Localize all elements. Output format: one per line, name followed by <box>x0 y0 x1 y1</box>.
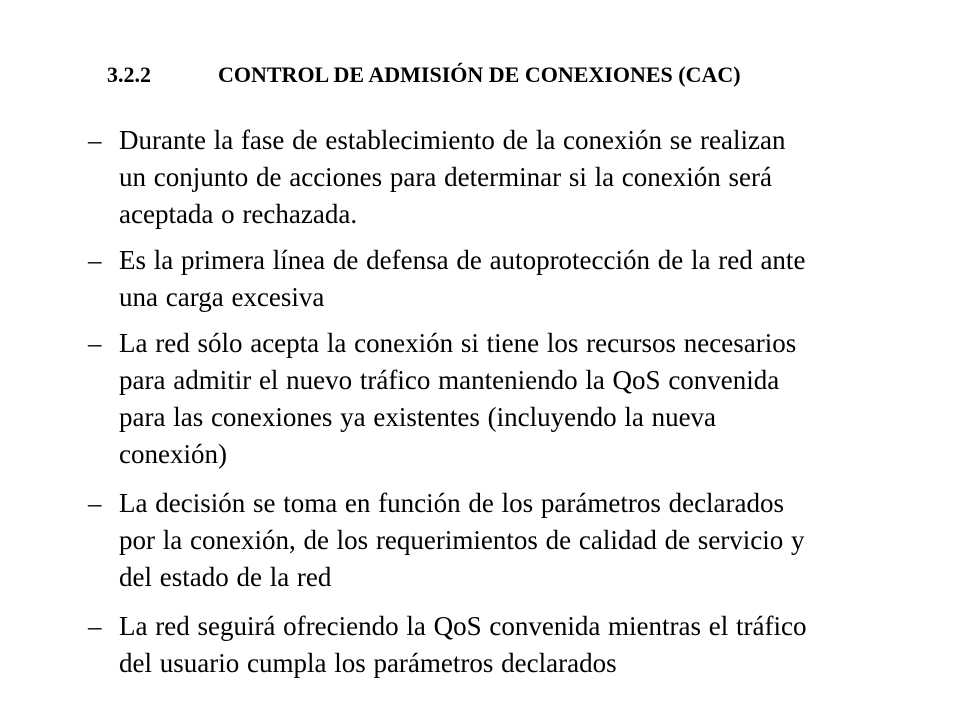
bullet-line: La decisión se toma en función de los parámetros declarados <box>119 488 785 518</box>
bullet-item <box>88 242 928 316</box>
bullet-dash: – <box>88 245 102 275</box>
bullet-item <box>88 608 928 682</box>
bullet-line: del usuario cumpla los parámetros declarados <box>119 648 617 678</box>
bullet-item <box>88 122 928 233</box>
bullet-list <box>88 122 928 691</box>
bullet-line: del estado de la red <box>119 562 332 592</box>
bullet-line: para admitir el nuevo tráfico manteniendo la QoS convenida <box>119 365 780 395</box>
bullet-dash: – <box>88 328 102 358</box>
section-number: 3.2.2 <box>107 62 151 87</box>
bullet-line: una carga excesiva <box>119 282 325 312</box>
bullet-line: conexión) <box>119 439 227 469</box>
bullet-line: La red sólo acepta la conexión si tiene los recursos necesarios <box>119 328 797 358</box>
bullet-line: La red seguirá ofreciendo la QoS convenida mientras el tráfico <box>119 611 807 641</box>
bullet-line: aceptada o rechazada. <box>119 199 358 229</box>
bullet-line: un conjunto de acciones para determinar si la conexión será <box>119 162 772 192</box>
bullet-line: Es la primera línea de defensa de autoprotección de la red ante <box>119 245 806 275</box>
section-title-text: CONTROL DE ADMISIÓN DE CONEXIONES (CAC) <box>218 62 741 87</box>
slide-title <box>107 62 741 88</box>
bullet-line: por la conexión, de los requerimientos de calidad de servicio y <box>119 525 805 555</box>
bullet-item <box>88 485 928 596</box>
bullet-dash: – <box>88 125 102 155</box>
bullet-dash: – <box>88 611 102 641</box>
bullet-dash: – <box>88 488 102 518</box>
bullet-line: para las conexiones ya existentes (incluyendo la nueva <box>119 402 717 432</box>
bullet-line: Durante la fase de establecimiento de la conexión se realizan <box>119 125 786 155</box>
bullet-item <box>88 325 928 473</box>
